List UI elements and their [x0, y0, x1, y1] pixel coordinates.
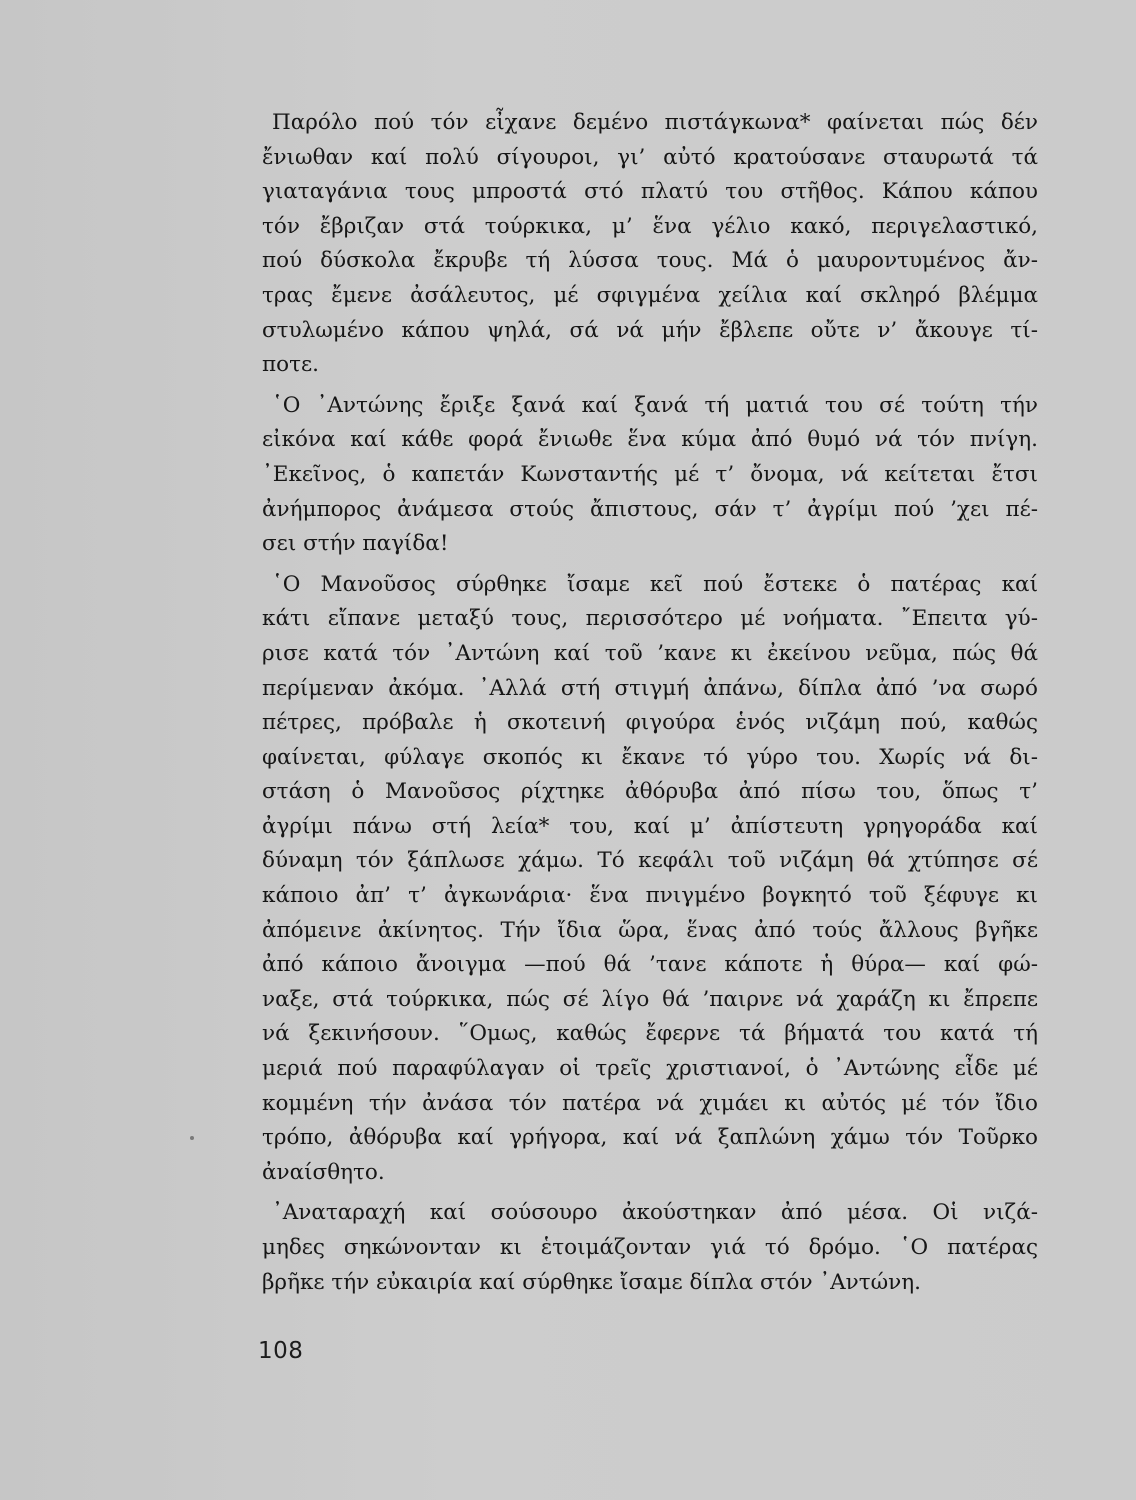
text-line: τόν ἔβριζαν στά τούρκικα, μ’ ἕνα γέλιο κακό, περιγελαστικό, — [262, 213, 1038, 239]
text-line: κομμένη τήν ἀνάσα τόν πατέρα νά χιμάει κι αὐτός μέ τόν ἴδιο — [262, 1090, 1038, 1116]
text-line: Παρόλο πού τόν εἶχανε δεμένο πιστάγκωνα* φαίνεται πώς δέν — [272, 110, 1038, 135]
text-line: ἀπό κάποιο ἄνοιγμα —πού θά ’τανε κάποτε ἡ θύρα— καί φώ- — [262, 952, 1038, 978]
text-line: περίμεναν ἀκόμα. ᾿Αλλά στή στιγμή ἀπάνω, δίπλα ἀπό ’να σωρό — [262, 675, 1038, 701]
text-line: φαίνεται, φύλαγε σκοπός κι ἔκανε τό γύρο του. Χωρίς νά δι- — [262, 744, 1038, 770]
text-line: βρῆκε τήν εὐκαιρία καί σύρθηκε ἴσαμε δίπλα στόν ᾿Αντώνη. — [262, 1269, 921, 1295]
text-line: ποτε. — [262, 352, 319, 378]
text-line: μεριά πού παραφύλαγαν οἱ τρεῖς χριστιανοί, ὁ ᾿Αντώνης εἶδε μέ — [262, 1056, 1038, 1082]
text-line: ἀγρίμι πάνω στή λεία* του, καί μ’ ἀπίστευτη γρηγοράδα καί — [262, 813, 1038, 839]
text-line: ᾿Εκεῖνος, ὁ καπετάν Κωνσταντής μέ τ’ ὄνομα, νά κείτεται ἔτσι — [262, 461, 1038, 487]
text-line: στάση ὁ Μανοῦσος ρίχτηκε ἀθόρυβα ἀπό πίσω του, ὅπως τ’ — [262, 779, 1038, 805]
text-line: ἀπόμεινε ἀκίνητος. Τήν ἴδια ὥρα, ἕνας ἀπό τούς ἄλλους βγῆκε — [262, 917, 1038, 943]
text-line: ρισε κατά τόν ᾿Αντώνη καί τοῦ ’κανε κι ἐκείνου νεῦμα, πώς θά — [262, 640, 1038, 666]
text-line: ναξε, στά τούρκικα, πώς σέ λίγο θά ’παιρνε νά χαράζη κι ἔπρεπε — [262, 986, 1038, 1012]
text-line: εἰκόνα καί κάθε φορά ἔνιωθε ἕνα κύμα ἀπό θυμό νά τόν πνίγη. — [262, 427, 1038, 453]
text-line: ᾿Αναταραχή καί σούσουρο ἀκούστηκαν ἀπό μέσα. Οἱ νιζά- — [272, 1200, 1038, 1226]
speck-mark — [190, 1136, 194, 1140]
text-line: γιαταγάνια τους μπροστά στό πλατύ του στῆθος. Κάπου κάπου — [262, 179, 1038, 205]
text-line: πού δύσκολα ἔκρυβε τή λύσσα τους. Μά ὁ μαυροντυμένος ἄν- — [262, 248, 1038, 274]
paragraph — [262, 1196, 1038, 1300]
text-line: ῾Ο ᾿Αντώνης ἔριξε ξανά καί ξανά τή ματιά του σέ τούτη τήν — [272, 392, 1038, 418]
text-line: τρόπο, ἀθόρυβα καί γρήγορα, καί νά ξαπλώνη χάμω τόν Τοῦρκο — [262, 1125, 1038, 1151]
text-line: πέτρες, πρόβαλε ἡ σκοτεινή φιγούρα ἑνός νιζάμη πού, καθώς — [262, 710, 1038, 736]
text-line: ἔνιωθαν καί πολύ σίγουροι, γι’ αὐτό κρατούσανε σταυρωτά τά — [262, 144, 1038, 170]
text-line: δύναμη τόν ξάπλωσε χάμω. Τό κεφάλι τοῦ νιζάμη θά χτύπησε σέ — [262, 848, 1038, 874]
text-line: σει στήν παγίδα! — [262, 531, 449, 557]
text-line: κάτι εἴπανε μεταξύ τους, περισσότερο μέ νοήματα. ῎Επειτα γύ- — [262, 606, 1038, 632]
text-line: τρας ἔμενε ἀσάλευτος, μέ σφιγμένα χείλια καί σκληρό βλέμμα — [262, 282, 1038, 308]
page-number: 108 — [258, 1338, 304, 1364]
paragraph — [262, 106, 1038, 383]
text-line: ἀναίσθητο. — [262, 1159, 385, 1185]
body-text — [262, 106, 1038, 1300]
paragraph — [262, 389, 1038, 562]
text-line: ῾Ο Μανοῦσος σύρθηκε ἴσαμε κεῖ πού ἔστεκε ὁ πατέρας καί — [272, 571, 1038, 597]
text-line: κάποιο ἀπ’ τ’ ἀγκωνάρια· ἕνα πνιγμένο βογκητό τοῦ ξέφυγε κι — [262, 883, 1038, 909]
paragraph — [262, 568, 1038, 1191]
text-line: μηδες σηκώνονταν κι ἑτοιμάζονταν γιά τό δρόμο. ῾Ο πατέρας — [262, 1235, 1038, 1260]
text-line: στυλωμένο κάπου ψηλά, σά νά μήν ἔβλεπε οὔτε ν’ ἄκουγε τί- — [262, 317, 1038, 343]
text-line: νά ξεκινήσουν. ῞Ομως, καθώς ἔφερνε τά βήματά του κατά τή — [262, 1021, 1038, 1047]
text-line: ἀνήμπορος ἀνάμεσα στούς ἄπιστους, σάν τ’ ἀγρίμι πού ’χει πέ- — [262, 496, 1038, 522]
